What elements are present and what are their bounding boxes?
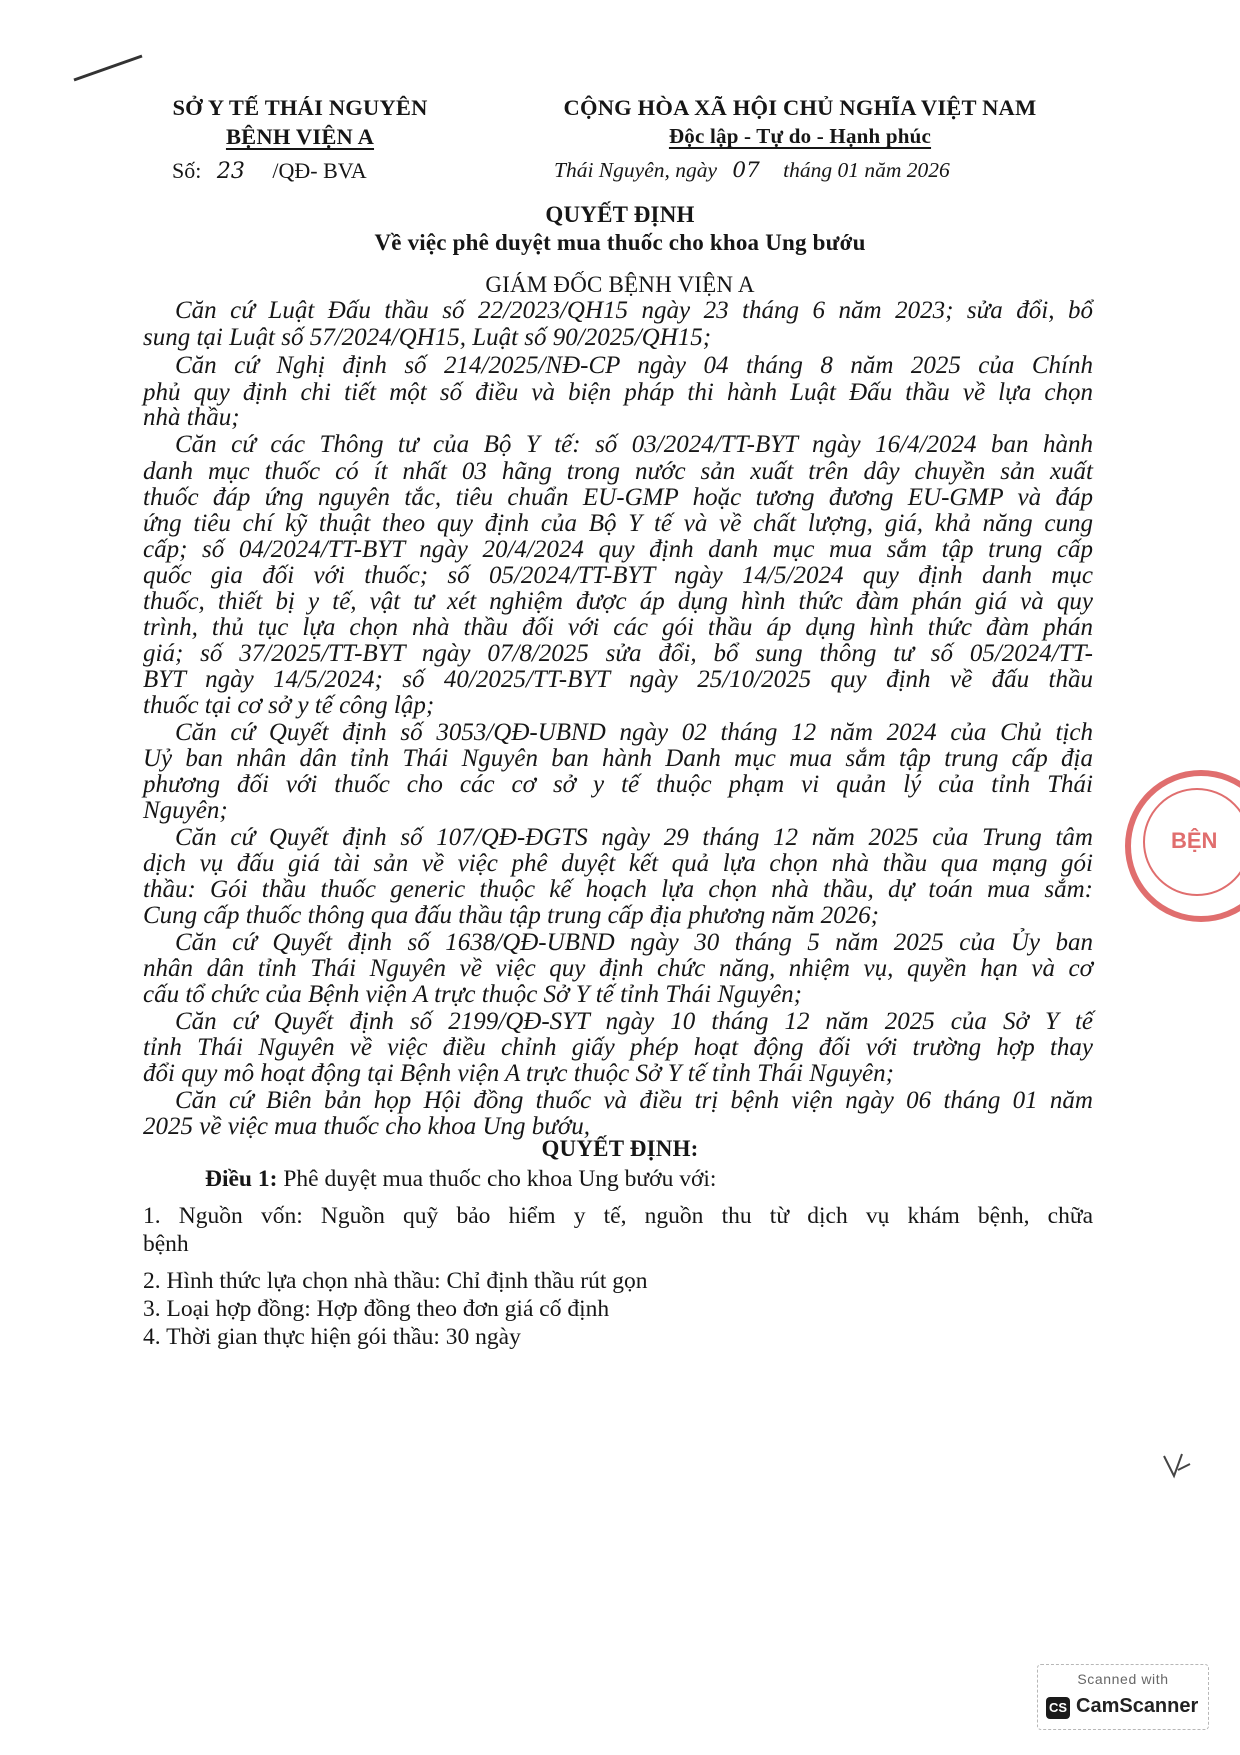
preamble-line: Căn cứ Nghị định số 214/2025/NĐ-CP ngày 04 tháng 8 năm 2025 của Chính — [175, 352, 1093, 379]
handwritten-number: 23 — [216, 159, 245, 184]
preamble-line: trình, thủ tục lựa chọn nhà thầu đối với các gói thầu áp dụng hình thức đàm phán — [143, 614, 1093, 641]
article-item: bệnh — [143, 1231, 189, 1257]
preamble-line: dịch vụ đấu giá tài sản về việc phê duyệt kết quả lựa chọn nhà thầu qua mạng gói — [143, 850, 1093, 877]
preamble-line: BYT ngày 14/5/2024; số 40/2025/TT-BYT ngày 25/10/2025 quy định về đấu thầu — [143, 666, 1093, 693]
preamble-line: Căn cứ các Thông tư của Bộ Y tế: số 03/2024/TT-BYT ngày 16/4/2024 ban hành — [175, 431, 1093, 458]
preamble-line: sung tại Luật số 57/2024/QH15, Luật số 90/2025/QH15; — [143, 324, 712, 351]
issue-date: Thái Nguyên, ngày 07 tháng 01 năm 2026 — [554, 158, 950, 183]
article-item: 1. Nguồn vốn: Nguồn quỹ bảo hiểm y tế, nguồn thu từ dịch vụ khám bệnh, chữa — [143, 1203, 1093, 1229]
preamble-line: 2025 về việc mua thuốc cho khoa Ung bướu, — [143, 1113, 590, 1140]
preamble-line: Căn cứ Quyết định số 3053/QĐ-UBND ngày 02 tháng 12 năm 2024 của Chủ tịch — [175, 719, 1093, 746]
document-type: QUYẾT ĐỊNH — [545, 202, 695, 227]
preamble-line: thuốc tại cơ sở y tế công lập; — [143, 692, 435, 719]
preamble-line: Uỷ ban nhân dân tỉnh Thái Nguyên ban hành Danh mục mua sắm tập trung cấp địa — [143, 745, 1093, 772]
preamble-line: đổi quy mô hoạt động tại Bệnh viện A trực thuộc Sở Y tế tỉnh Thái Nguyên; — [143, 1060, 894, 1087]
preamble-line: ứng tiêu chí kỹ thuật theo quy định của Bộ Y tế và về chất lượng, giá, khả năng cung — [143, 510, 1093, 537]
decision-heading: QUYẾT ĐỊNH: — [541, 1136, 699, 1161]
preamble-line: phủ quy định chi tiết một số điều và biện pháp thi hành Luật Đấu thầu về lựa chọn — [143, 379, 1093, 406]
preamble-line: nhân dân tỉnh Thái Nguyên về việc quy định chức năng, nhiệm vụ, quyền hạn và cơ — [143, 955, 1093, 982]
preamble-line: Căn cứ Luật Đấu thầu số 22/2023/QH15 ngày 23 tháng 6 năm 2023; sửa đổi, bổ — [175, 297, 1093, 324]
preamble-line: giá; số 37/2025/TT-BYT ngày 07/8/2025 sửa đổi, bổ sung thông tư số 05/2024/TT- — [143, 640, 1093, 667]
preamble-line: thuốc đáp ứng nguyên tắc, tiêu chuẩn EU-GMP hoặc tương đương EU-GMP và đáp — [143, 484, 1093, 511]
preamble-line: tỉnh Thái Nguyên về việc điều chỉnh giấy phép hoạt động đối với trường hợp thay — [143, 1034, 1093, 1061]
article-item: 2. Hình thức lựa chọn nhà thầu: Chỉ định thầu rút gọn — [143, 1268, 648, 1294]
preamble-line: phương đối với thuốc cho các cơ sở y tế thuộc phạm vi quản lý của tỉnh Thái — [143, 771, 1093, 798]
issuing-authority: GIÁM ĐỐC BỆNH VIỆN A — [485, 272, 755, 297]
preamble-line: Cung cấp thuốc thông qua đấu thầu tập trung cấp địa phương năm 2026; — [143, 902, 879, 929]
document-subject: Về việc phê duyệt mua thuốc cho khoa Ung bướu — [374, 230, 866, 255]
country-name: CỘNG HÒA XÃ HỘI CHỦ NGHĨA VIỆT NAM — [563, 95, 1037, 120]
agency-name: SỞ Y TẾ THÁI NGUYÊN — [172, 95, 428, 120]
preamble-line: cấu tổ chức của Bệnh viện A trực thuộc Sở Y tế tỉnh Thái Nguyên; — [143, 981, 803, 1008]
handwritten-day: 07 — [732, 158, 760, 183]
preamble-line: Căn cứ Quyết định số 2199/QĐ-SYT ngày 10 tháng 12 năm 2025 của Sở Y tế — [175, 1008, 1093, 1035]
camscanner-logo-icon: CS — [1046, 1697, 1070, 1719]
preamble-line: Căn cứ Biên bản họp Hội đồng thuốc và điều trị bệnh viện ngày 06 tháng 01 năm — [175, 1087, 1093, 1114]
article-item: 4. Thời gian thực hiện gói thầu: 30 ngày — [143, 1324, 521, 1350]
preamble-line: danh mục thuốc có ít nhất 03 hãng trong nước sản xuất trên dây chuyền sản xuất — [143, 458, 1093, 485]
hospital-name: BỆNH VIỆN A — [225, 124, 375, 149]
preamble-line: Căn cứ Quyết định số 107/QĐ-ĐGTS ngày 29 tháng 12 năm 2025 của Trung tâm — [175, 824, 1093, 851]
preamble-line: quốc gia đối với thuốc; số 05/2024/TT-BYT ngày 14/5/2024 quy định danh mục — [143, 562, 1093, 589]
preamble-line: thuốc, thiết bị y tế, vật tư xét nghiệm được áp dụng hình thức đàm phán giá và quy — [143, 588, 1093, 615]
pen-mark — [70, 50, 150, 90]
preamble-line: cấp; số 04/2024/TT-BYT ngày 20/4/2024 quy định danh mục mua sắm tập trung cấp — [143, 536, 1093, 563]
article-item: 3. Loại hợp đồng: Hợp đồng theo đơn giá cố định — [143, 1296, 610, 1322]
red-seal-stamp: BỆN — [1125, 770, 1240, 922]
preamble-line: Căn cứ Quyết định số 1638/QĐ-UBND ngày 30 tháng 5 năm 2025 của Ủy ban — [175, 929, 1093, 956]
article-1: Điều 1: Phê duyệt mua thuốc cho khoa Ung bướu với: — [205, 1166, 717, 1192]
initial-mark — [1160, 1450, 1196, 1484]
camscanner-watermark: Scanned with CS CamScanner — [1037, 1664, 1209, 1730]
preamble-line: thầu: Gói thầu thuốc generic thuộc kế hoạch lựa chọn nhà thầu, dự toán mua sắm: — [143, 876, 1093, 903]
preamble-line: Nguyên; — [143, 797, 228, 824]
preamble-line: nhà thầu; — [143, 404, 240, 431]
national-motto: Độc lập - Tự do - Hạnh phúc — [668, 124, 932, 148]
document-number: Số: 23 /QĐ- BVA — [172, 158, 367, 184]
